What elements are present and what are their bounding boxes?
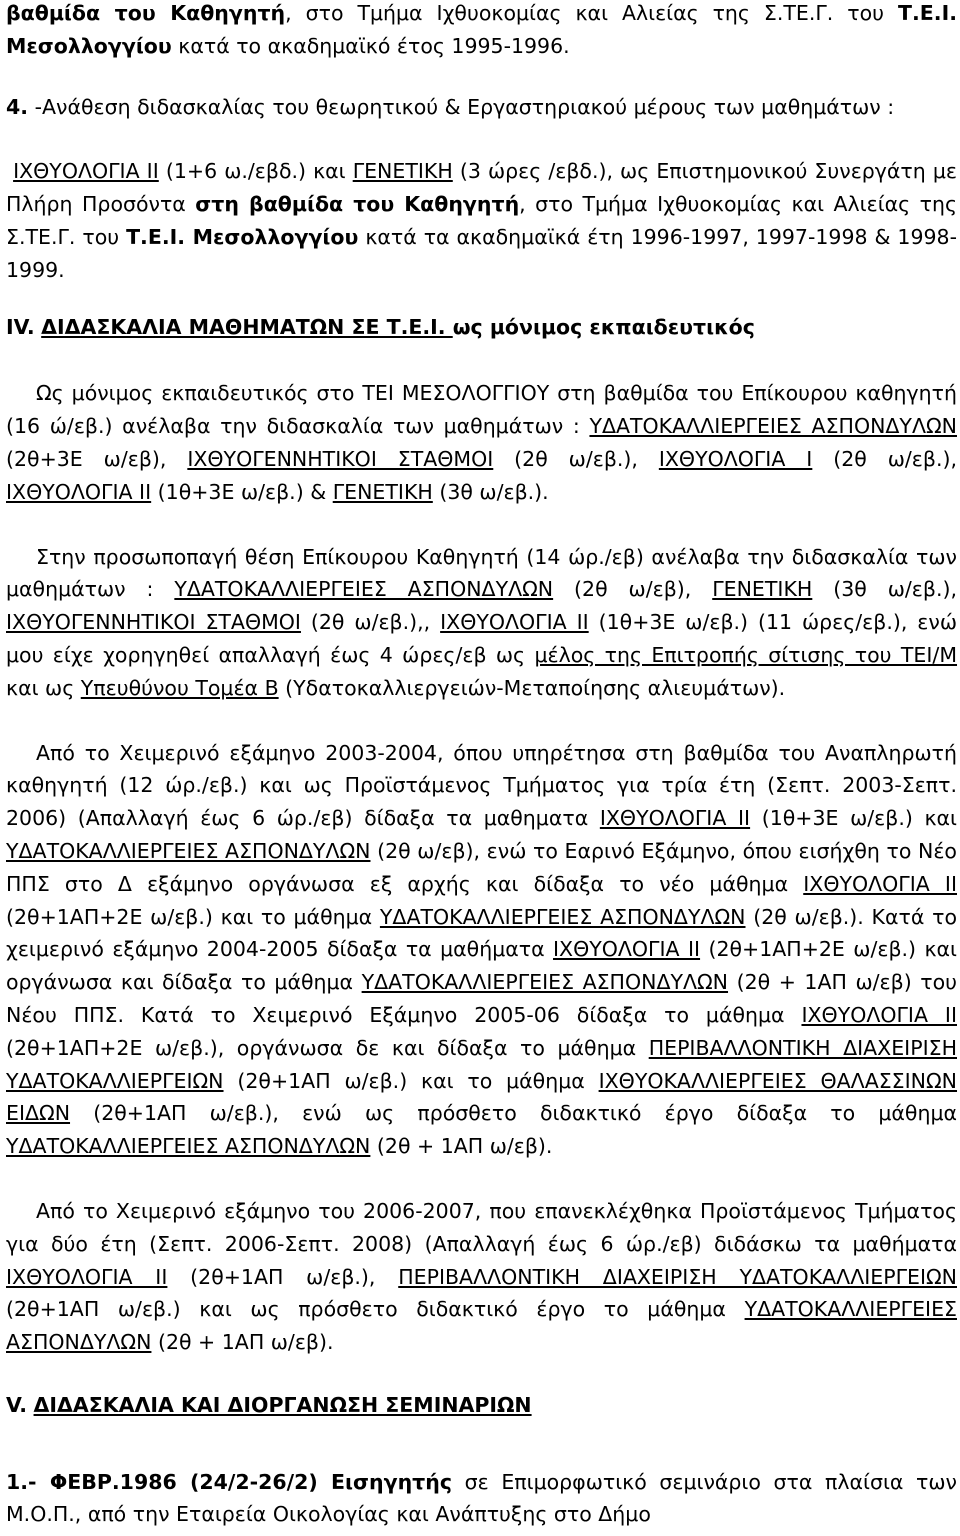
paragraph-permanent-staff (6, 377, 957, 508)
course-title: ΠΕΡΙΒΑΛΛΟΝΤΙΚΗ ΔΙΑΧΕΙΡΙΣΗ ΥΔΑΤΟΚΑΛΛΙΕΡΓΕΙΩΝ (398, 1264, 957, 1289)
course-title: ΙΧΘΥΟΚΑΛΛΙΕΡΓΕΙΕΣ ΘΑΛΑΣΣΙΝΩΝ ΕΙΔΩΝ (6, 1068, 958, 1126)
course-title: ΙΧΘΥΟΛΟΓΙΑ ΙΙ (6, 479, 152, 504)
paragraph-text: (2θ + 1ΑΠ ω/εβ) του Νέου ΠΠΣ. Κατά το Χειμερινό Εξάμηνο 2005-06 δίδαξα το μάθημα (6, 970, 957, 1027)
item-4: 4. -Ανάθεση διδασκαλίας του θεωρητικού & Εργαστηριακού μέρους των μαθημάτων : (6, 94, 895, 119)
course-title: ΓΕΝΕΤΙΚΗ (332, 479, 433, 504)
bold-text: βαθμίδα του Καθηγητή (6, 1, 286, 25)
course-title: ΙΧΘΥΟΛΟΓΙΑ ΙΙ (803, 871, 957, 896)
course-title: ΙΧΘΥΟΛΟΓΙΑ ΙΙ (6, 1264, 168, 1289)
course-title: ΥΔΑΤΟΚΑΛΛΙΕΡΓΕΙΕΣ ΑΣΠΟΝΔΥΛΩΝ (379, 904, 746, 929)
paragraph-assistant-professor (6, 541, 957, 705)
paragraph-text: (2θ+3Ε ω/εβ), (6, 446, 188, 471)
course-title: ΥΔΑΤΟΚΑΛΛΙΕΡΓΕΙΕΣ ΑΣΠΟΝΔΥΛΩΝ (174, 577, 554, 602)
paragraph-text: (2θ+1ΑΠ ω/εβ.) και ως πρόσθετο διδακτικό έργο το μάθημα (6, 1297, 745, 1322)
seminar-item-1: 1.- ΦΕΒΡ.1986 (24/2-26/2) Εισηγητής σε Επιμορφωτικό σεμινάριο στα πλαίσια των Μ.Ο.Π., από την Εταιρεία Οικολογίας και Ανάπτυξης στο Δήμο (6, 1469, 957, 1527)
course-title: ΙΧΘΥΟΓΕΝΝΗΤΙΚΟΙ ΣΤΑΘΜΟΙ (187, 446, 494, 471)
course-title: ΙΧΘΥΟΓΕΝΝΗΤΙΚΟΙ ΣΤΑΘΜΟΙ (6, 610, 301, 635)
course-title: ΙΧΘΥΟΛΟΓΙΑ Ι (658, 446, 813, 471)
paragraph-text: (2θ ω/εβ.), (493, 446, 659, 471)
paragraph-head-of-department (6, 1195, 957, 1359)
course-title: μέλος της Επιτροπής σίτισης του ΤΕΙ/Μ (534, 642, 958, 667)
paragraph-text: Από το Χειμερινό εξάμηνο 2003-2004, όπου υπηρέτησα στη βαθμίδα του Αναπληρωτή καθηγητή (12 ώρ./εβ.) και ως Προϊστάμενος Τμήματος για τρία έτη (Σεπτ. 2003-Σεπτ. 2006) (Απαλλαγή έως 6 ώρ./εβ) δίδαξα τα μαθηματα (6, 740, 957, 831)
paragraph-text: (2θ ω/εβ.). Κατά το χειμερινό εξάμηνο 2004-2005 δίδαξα τα μαθήματα (6, 904, 957, 962)
section-heading-v: V. ΔΙΔΑΣΚΑΛΙΑ ΚΑΙ ΔΙΟΡΓΑΝΩΣΗ ΣΕΜΙΝΑΡΙΩΝ (6, 1392, 532, 1417)
paragraph-text: (2θ+1ΑΠ ω/εβ.), ενώ ως πρόσθετο διδακτικό έργο δίδαξα το μάθημα (70, 1101, 957, 1126)
paragraph-text: Από το Χειμερινό εξάμηνο του 2006-2007, που επανεκλέχθηκα Προϊστάμενος Τμήματος για δύο έτη (Σεπτ. 2006-Σεπτ. 2008) (Απαλλαγή έως 6 ώρ./εβ) διδάσκω τα μαθήματα (6, 1198, 957, 1256)
course-title: ΥΔΑΤΟΚΑΛΛΙΕΡΓΕΙΕΣ ΑΣΠΟΝΔΥΛΩΝ (589, 414, 957, 439)
paragraph-text: (2θ+1ΑΠ ω/εβ.), (167, 1264, 399, 1289)
paragraph-text: (2θ+1ΑΠ+2Ε ω/εβ.), οργάνωσα δε και δίδαξα το μάθημα (6, 1035, 649, 1060)
paragraph-text: και ως (6, 675, 81, 700)
course-title: ΥΔΑΤΟΚΑΛΛΙΕΡΓΕΙΕΣ ΑΣΠΟΝΔΥΛΩΝ (6, 1134, 371, 1159)
course-title: ΓΕΝΕΤΙΚΗ (712, 577, 813, 602)
course-link: ΓΕΝΕΤΙΚΗ (352, 159, 453, 184)
course-title: ΙΧΘΥΟΛΟΓΙΑ ΙΙ (553, 937, 701, 962)
course-title: ΥΔΑΤΟΚΑΛΛΙΕΡΓΕΙΕΣ ΑΣΠΟΝΔΥΛΩΝ (6, 1297, 957, 1355)
paragraph-text: Στην προσωποπαγή θέση Επίκουρου Καθηγητή (14 ώρ./εβ) ανέλαβα την διδασκαλία των μαθημάτων : (6, 544, 957, 602)
paragraph-text: (2θ+1ΑΠ+2Ε ω/εβ.) και οργάνωσα και δίδαξα το μάθημα (6, 937, 957, 995)
document-page (6, 0, 957, 1531)
top-paragraph: βαθμίδα του Καθηγητή, στο Τμήμα Ιχθυοκομίας και Αλιείας της Σ.ΤΕ.Γ. του Τ.Ε.Ι. Μεσολλογγίου κατά το ακαδημαϊκό έτος 1995-1996. (6, 1, 957, 58)
paragraph-text: (3θ ω/εβ.), (812, 577, 957, 602)
course-title: ΙΧΘΥΟΛΟΓΙΑ ΙΙ (599, 806, 751, 831)
paragraph-text: (3θ ω/εβ.). (432, 479, 549, 504)
course-title: ΙΧΘΥΟΛΟΓΙΑ ΙΙ (440, 610, 589, 635)
course-link: ΙΧΘΥΟΛΟΓΙΑ ΙΙ (13, 159, 159, 184)
course-title: Υπευθύνου Τομέα Β (80, 675, 279, 700)
paragraph-text: Ως μόνιμος εκπαιδευτικός στο ΤΕΙ ΜΕΣΟΛΟΓΓΙΟΥ στη βαθμίδα του Επίκουρου καθηγητή (16 ώ/εβ.) ανέλαβα την διδασκαλία των μαθημάτων : (6, 381, 957, 439)
paragraph-text: (Υδατοκαλλιεργειών-Μεταποίησης αλιευμάτων). (278, 675, 786, 700)
paragraph-text: (2θ+1ΑΠ ω/εβ.) και το μάθημα (223, 1068, 599, 1093)
course-title: ΠΕΡΙΒΑΛΛΟΝΤΙΚΗ ΔΙΑΧΕΙΡΙΣΗ ΥΔΑΤΟΚΑΛΛΙΕΡΓΕΙΩΝ (6, 1035, 957, 1093)
paragraph-text: (2θ + 1ΑΠ ω/εβ). (151, 1330, 334, 1355)
course-title: ΥΔΑΤΟΚΑΛΛΙΕΡΓΕΙΕΣ ΑΣΠΟΝΔΥΛΩΝ (6, 838, 371, 863)
paragraph-text: (2θ ω/εβ.),, (300, 610, 441, 635)
paragraph-text: (2θ ω/εβ.), (812, 446, 957, 471)
paragraph-text: (2θ + 1ΑΠ ω/εβ). (370, 1134, 553, 1159)
paragraph-text: (1θ+3Ε ω/εβ.) και (750, 806, 957, 831)
paragraph-text: (1θ+3Ε ω/εβ.) (11 ώρες/εβ.), ενώ μου είχε χορηγηθεί απαλλαγή έως 4 ώρες/εβ ως (6, 610, 957, 667)
course-title: ΙΧΘΥΟΛΟΓΙΑ ΙΙ (801, 1002, 957, 1027)
paragraph-text: (2θ+1ΑΠ+2Ε ω/εβ.) και το μάθημα (6, 904, 380, 929)
paragraph-associate-professor (6, 737, 957, 1163)
paragraph-text: (2θ ω/εβ), ενώ το Εαρινό Εξάμηνο, όπου εισήχθη το Νέο ΠΠΣ στο Δ εξάμηνο οργάνωσα εξ αρχής και δίδαξα το νέο μάθημα (6, 838, 957, 896)
section-heading-iv: IV. ΔΙΔΑΣΚΑΛΙΑ ΜΑΘΗΜΑΤΩΝ ΣΕ Τ.Ε.Ι. ως μόνιμος εκπαιδευτικός (6, 314, 755, 339)
paragraph-text: (1θ+3Ε ω/εβ.) & (151, 479, 333, 504)
paragraph-text: (2θ ω/εβ), (553, 577, 713, 602)
course-title: ΥΔΑΤΟΚΑΛΛΙΕΡΓΕΙΕΣ ΑΣΠΟΝΔΥΛΩΝ (361, 970, 729, 995)
item-4-details: ΙΧΘΥΟΛΟΓΙΑ ΙΙ (1+6 ω./εβδ.) και ΓΕΝΕΤΙΚΗ (3 ώρες /εβδ.), ως Επιστημονικού Συνεργάτη με Πλήρη Προσόντα στη βαθμίδα του Καθηγητή, στο Τμήμα Ιχθυοκομίας και Αλιείας της Σ.ΤΕ.Γ. του Τ.Ε.Ι. Μεσολλογγίου κατά τα ακαδημαϊκά έτη 1996-1997, 1997-1998 & 1998-1999. (6, 159, 958, 282)
